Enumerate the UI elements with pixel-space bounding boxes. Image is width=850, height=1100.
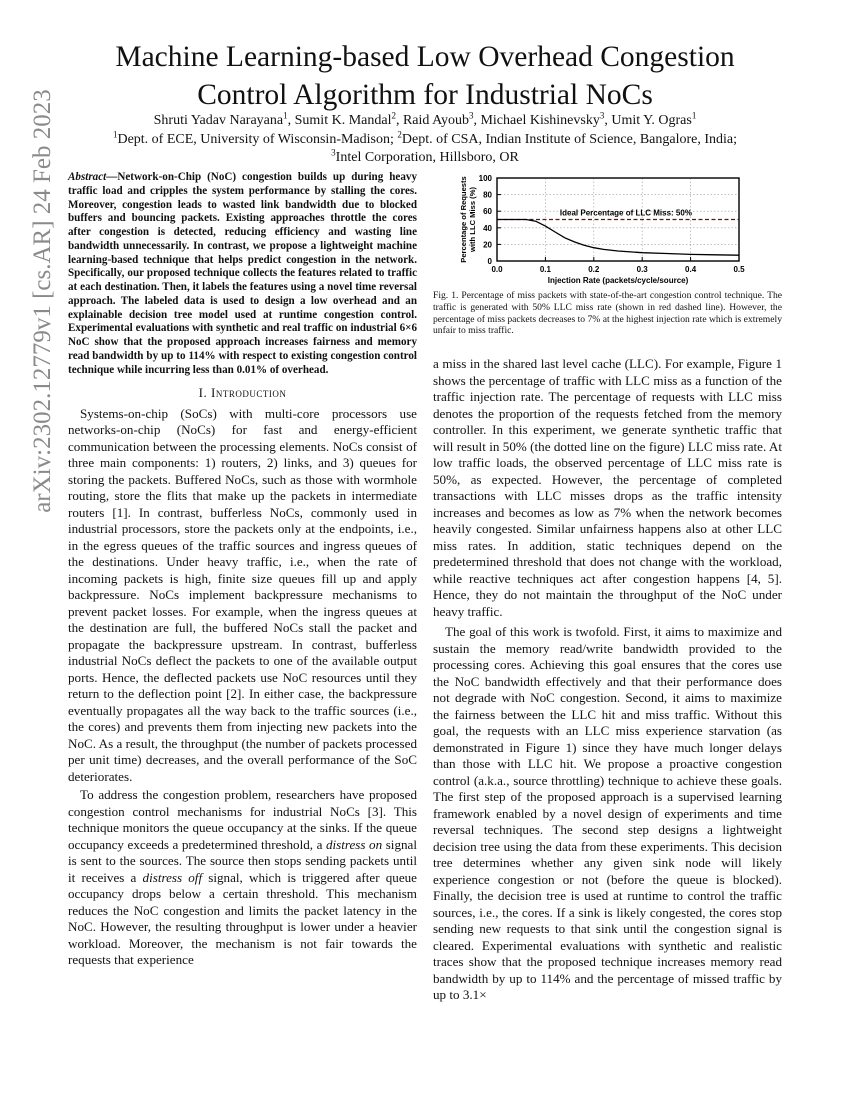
- abstract: [68, 171, 417, 377]
- paragraph: Systems-on-chip (SoCs) with multi-core processors use networks-on-chip (NoCs) for fast and energy-efficient communication between the processing elements. NoCs consist of three main components: 1) routers, 2) links, and 3) queues for storing the packets. Buffered NoCs, such as those with wormhole routing, store the flits that make up the packets in intermediate routers [1]. In contrast, bufferless NoCs, commonly used in industrial processors, store the packets only at the endpoints, i.e., in the egress queues of the traffic sources and ingress queues of the destinations. Under heavy traffic, i.e., when the rate of incoming packets is high, finite size queues fill up and apply backpressure. NoCs implement backpressure mechanisms to prevent packet losses. For example, when the ingress queues at the destination are full, the buffered NoCs stall the packet and propagate the backpressure upstream. In contrast, bufferless industrial NoCs deflect the packets to one of the available output ports. Hence, the deflected packets use NoC resources until they return to the deflection point [2]. In either case, the backpressure eventually propagates all the way back to the traffic sources (i.e., the cores) and prevents them from injecting new packets into the NoC. As a result, the throughput (the number of packets processed per unit time) decreases, and the overall performance of the SoC deteriorates.: [68, 405, 417, 784]
- y-tick-label: 20: [483, 240, 492, 250]
- y-tick-label: 0: [487, 257, 492, 266]
- paragraph: a miss in the shared last level cache (LLC). For example, Figure 1 shows the percentage of traffic with LLC miss as a function of the traffic injection rate. The percentage of requests with LLC miss denotes the proportion of the requests fetched from the memory controller. In this experiment, we generate synthetic traffic that will result in 50% (the dotted line on the figure) LLC miss rate. At low traffic loads, the observed percentage of LLC miss rate is 50%, as expected. However, the percentage of completed transactions with LLC misses drops as the traffic intensity increases and becomes as low as 7% when the network becomes heavily congested. Similar unfairness happens also at other LLC miss rates. In addition, static techniques depend on the predetermined threshold that does not change with the workload, while reactive techniques act after congestion happens [4, 5]. Hence, they do not maintain the throughput of the NoC under heavy traffic.: [433, 356, 782, 619]
- y-axis-label: with LLC Miss (%): [468, 187, 477, 252]
- affiliation-1: Dept. of ECE, University of Wisconsin-Madison;: [117, 132, 398, 147]
- title-line-1: Machine Learning-based Low Overhead Congestion: [115, 41, 735, 73]
- y-tick-label: 80: [483, 190, 492, 200]
- abstract-lead: Abstract: [68, 171, 107, 183]
- author-name: Sumit K. Mandal: [294, 113, 392, 128]
- paragraph: [68, 787, 417, 969]
- x-tick-label: 0.4: [685, 265, 697, 274]
- paragraph-text: signal is sent to the sources. The source then stops sending packets until it receives a: [68, 836, 417, 885]
- author-aff-mark: 3: [468, 110, 474, 121]
- x-tick-label: 0.1: [539, 265, 551, 274]
- paragraph: The goal of this work is twofold. First, it aims to maximize and sustain the memory read/write bandwidth provided to the processing cores. Achieving this goal ensures that the cores use the NoC bandwidth effectively and that their performance does not degrade with NoC congestion. Second, it aims to maximize the fairness between the LLC hit and miss traffic. Without this goal, the requests with an LLC miss experience starvation (as demonstrated in Figure 1) since they have much longer delays than those with LLC hit. We propose a proactive congestion control (a.k.a., source throttling) technique to achieve these goals. The first step of the proposed approach is a supervised learning framework enabled by a novel design of experiments and time reversal techniques. The second step designs a lightweight decision tree using the data from these experiments. This decision tree determines whether any given sink node will likely experience congestion or not (before the queue is blocked). Finally, the decision tree is used at runtime to control the traffic sources, i.e., the cores. If a sink is likely congested, the cores stop sending new requests to that sink until the congestion signal is cleared. Experimental evaluations with synthetic and realistic traces show that the proposed technique increases memory read bandwidth by up to 114% and the percentage of missed traffic by up to 3.1×: [433, 624, 782, 1002]
- paragraph-text: To address the congestion problem, researchers have proposed congestion control mechanisms for industrial NoCs [3]. This technique monitors the queue occupancy at the sinks. If the queue occupancy exceeds a predetermined threshold, a: [68, 787, 417, 852]
- x-tick-label: 0.3: [636, 265, 648, 274]
- affiliation-2: Dept. of CSA, Indian Institute of Science, Bangalore, India;: [401, 132, 738, 147]
- aff-mark-2: 2: [397, 129, 402, 140]
- right-column: [433, 356, 782, 1006]
- aff-mark-3: 3: [331, 146, 336, 157]
- abstract-text: —Network-on-Chip (NoC) congestion builds up during heavy traffic load and cripples the system performance by stalling the cores. Moreover, congestion leads to wasted link bandwidth due to blocked buffers and bouncing packets. Existing approaches throttle the cores after congestion is detected, reducing efficiency and wasting line bandwidth unnecessarily. In contrast, we propose a lightweight machine learning-based technique that helps predict congestion in the network. Specifically, our proposed technique collects the features related to traffic at each destination. Then, it labels the features using a novel time reversal approach. The labeled data is used to design a low overhead and an explainable decision tree model used at runtime congestion control. Experimental evaluations with synthetic and real traffic on industrial 6×6 NoC show that the proposed approach increases fairness and memory read bandwidth by up to 114% with respect to existing congestion control technique while incurring less than 0.01% of overhead.: [68, 171, 417, 376]
- section-title: Introduction: [211, 385, 287, 401]
- author-aff-mark: 3: [599, 110, 605, 121]
- author-aff-mark: 1: [283, 110, 288, 121]
- series-line: [497, 220, 739, 256]
- arxiv-id-text: arXiv:2302.12779v1 [cs.AR] 24 Feb 2023: [29, 89, 56, 513]
- figure-caption: Fig. 1. Percentage of miss packets with state-of-the-art congestion control technique. The traffic is generated with 50% LLC miss rate (shown in red dashed line). However, the percentage of miss packets decreases to 7% at the highest injection rate which is extremely unfair to miss traffic.: [433, 290, 782, 337]
- title-line-2: Control Algorithm for Industrial NoCs: [197, 79, 653, 111]
- x-tick-label: 0.2: [588, 265, 600, 274]
- y-tick-label: 40: [483, 223, 492, 233]
- reference-label: Ideal Percentage of LLC Miss: 50%: [559, 208, 692, 218]
- author-aff-mark: 2: [391, 110, 396, 121]
- x-tick-label: 0.5: [733, 265, 745, 274]
- affiliation-3: Intel Corporation, Hillsboro, OR: [335, 149, 519, 165]
- author-name: Raid Ayoub: [402, 113, 469, 128]
- x-axis-label: Injection Rate (packets/cycle/source): [547, 276, 689, 285]
- author-name: Shruti Yadav Narayana: [153, 113, 284, 128]
- author-name: Michael Kishinevsky: [480, 113, 600, 128]
- x-tick-label: 0.0: [491, 265, 503, 274]
- llc-miss-chart: [445, 170, 757, 287]
- affiliations: [40, 131, 810, 166]
- emphasis-text: distress on: [325, 836, 383, 852]
- section-heading: [68, 385, 417, 402]
- author-aff-mark: 1: [691, 110, 697, 121]
- emphasis-text: distress off: [142, 869, 203, 885]
- left-column: [68, 171, 417, 971]
- y-tick-label: 100: [478, 174, 492, 183]
- section-number: I.: [198, 385, 208, 401]
- paragraph-text: signal, which is triggered after queue occupancy drops below a certain threshold. This mechanism reduces the NoC congestion and limits the packet latency in the NoC. However, the resulting throughput is lower under a heavier workload. Moreover, the mechanism is not fair towards the requests that experience: [68, 869, 417, 968]
- y-tick-label: 60: [483, 207, 492, 217]
- author-list: Shruti Yadav Narayana$^1$, Sumit K. Mandal$^2$, Raid Ayoub$^3$, Michael Kishinevsky$^3$, Umit Y. Ogras$^1$: [153, 110, 697, 128]
- paper-title: [40, 38, 810, 114]
- author-name: Umit Y. Ogras: [611, 113, 692, 128]
- figure-1: [445, 170, 757, 287]
- y-axis-label: Percentage of Requests: [459, 176, 468, 263]
- aff-mark-1: 1: [112, 129, 118, 140]
